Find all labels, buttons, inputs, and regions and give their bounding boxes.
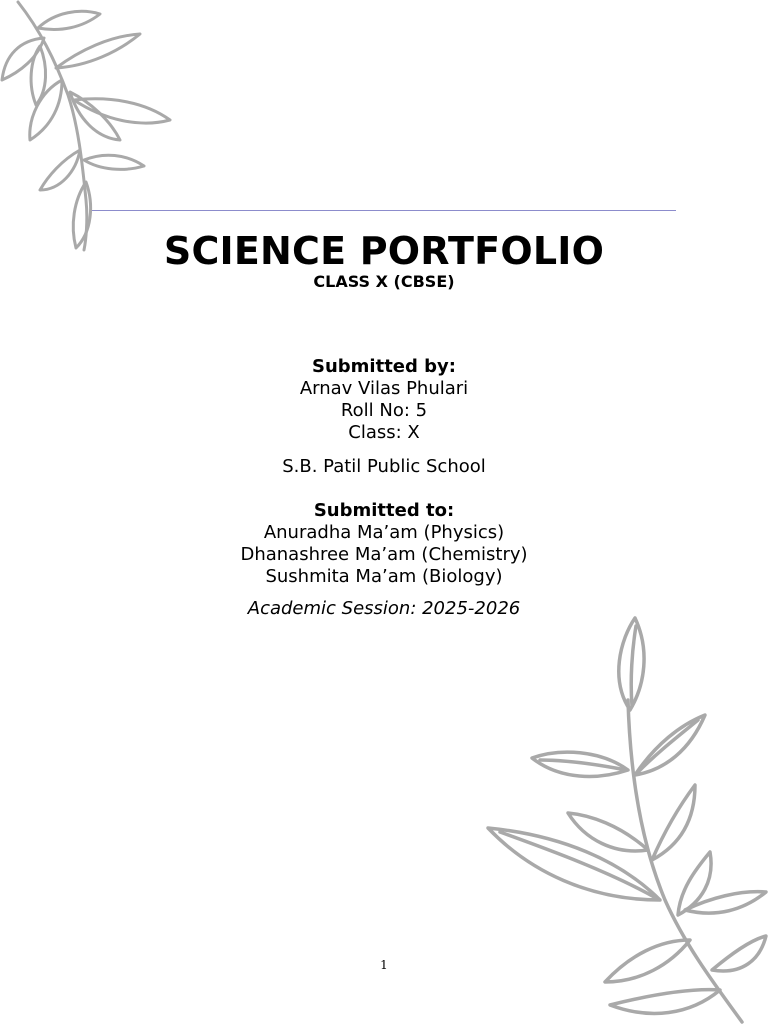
teacher-chemistry: Dhanashree Ma’am (Chemistry) — [240, 544, 528, 565]
school-name: S.B. Patil Public School — [282, 456, 486, 477]
roll-number: Roll No: 5 — [340, 400, 428, 421]
student-name: Arnav Vilas Phulari — [299, 378, 469, 399]
page-number: 1 — [380, 958, 388, 972]
header-rule — [92, 210, 676, 211]
teacher-biology: Sushmita Ma’am (Biology) — [265, 566, 503, 587]
teacher-physics: Anuradha Ma’am (Physics) — [263, 522, 505, 543]
submitted-by-section — [0, 356, 768, 444]
submitted-to-heading: Submitted to: — [313, 500, 455, 521]
leaf-branch-icon — [0, 0, 180, 260]
page-title: SCIENCE PORTFOLIO — [163, 229, 605, 273]
submitted-by-heading: Submitted by: — [312, 356, 456, 377]
submitted-to-section — [0, 500, 768, 588]
academic-session: Academic Session: 2025-2026 — [247, 598, 521, 619]
student-class: Class: X — [348, 422, 420, 443]
page-subtitle: CLASS X (CBSE) — [313, 272, 455, 291]
